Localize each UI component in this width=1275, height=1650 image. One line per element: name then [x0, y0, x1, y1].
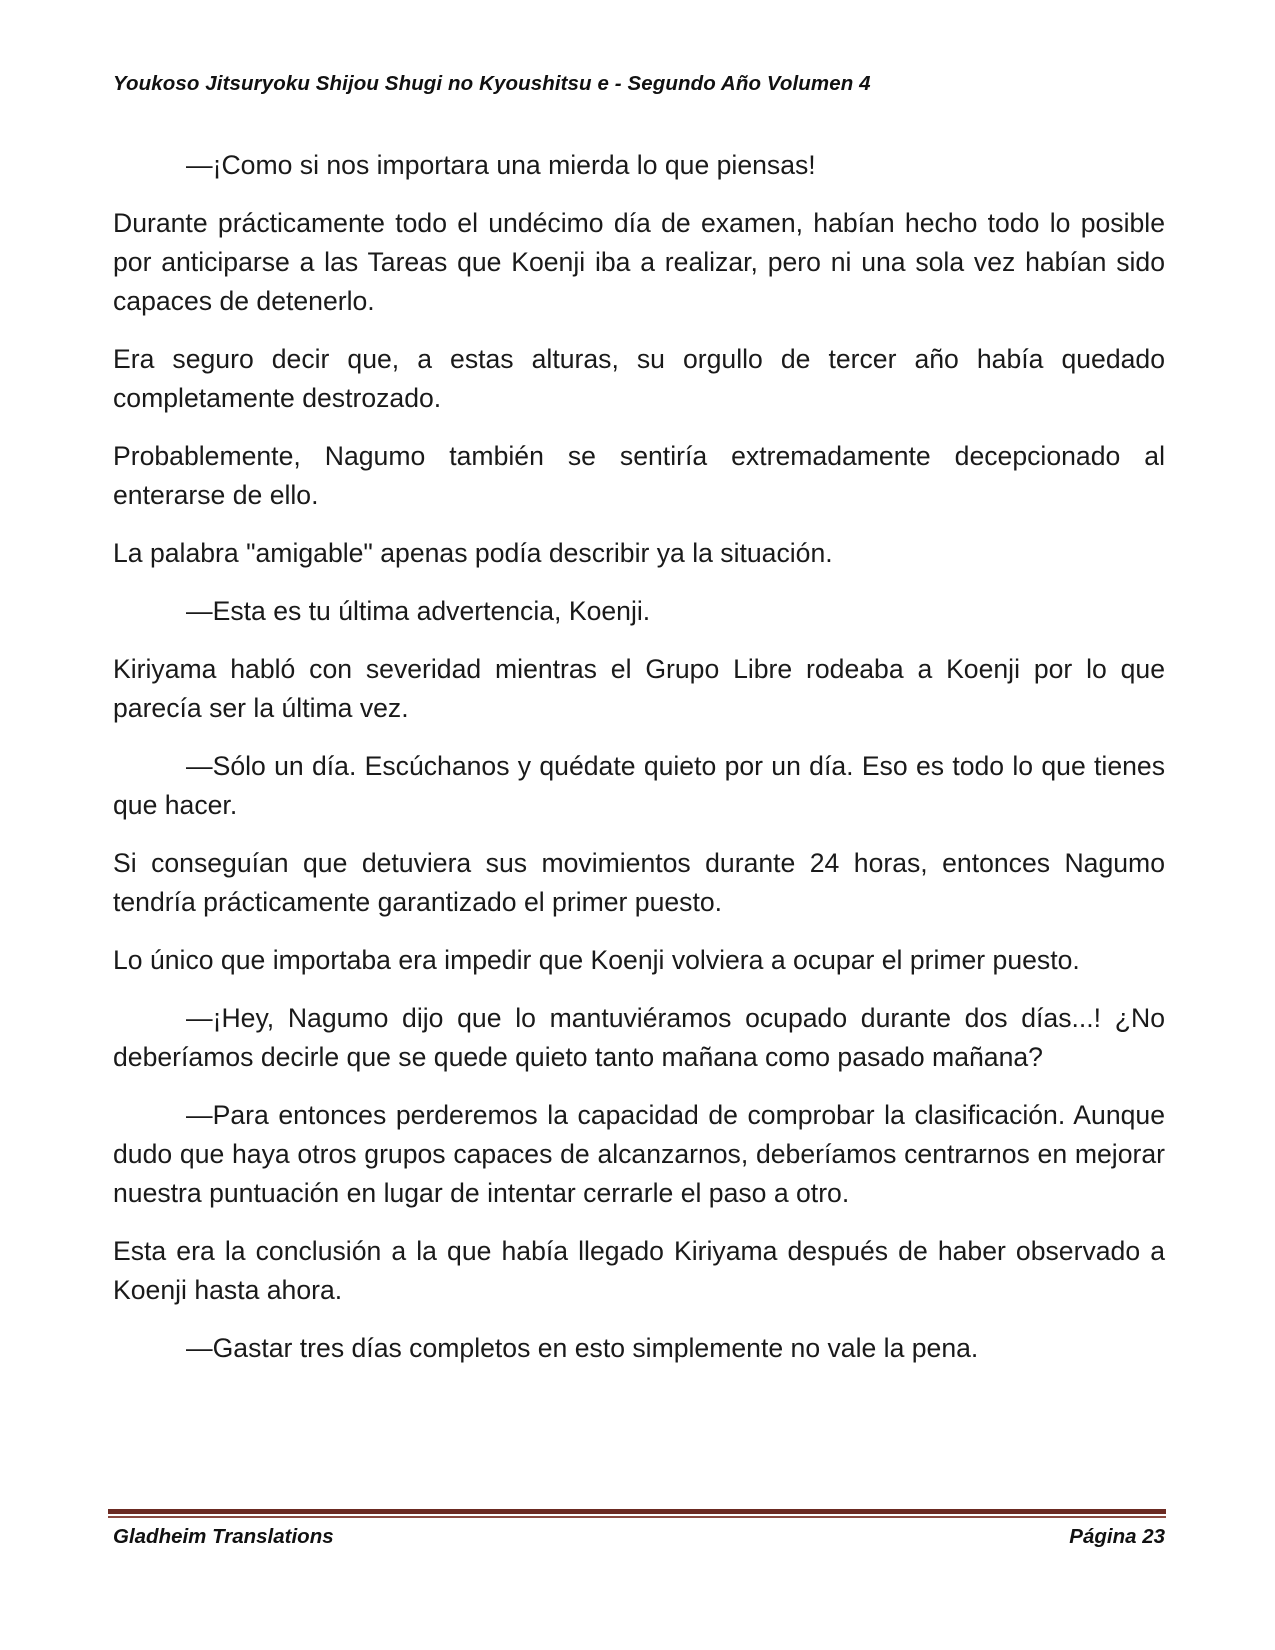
paragraph-dialogue: —¡Hey, Nagumo dijo que lo mantuviéramos ocupado durante dos días...! ¿No deberíamos decirle que se quede quieto tanto mañana como pasado mañana?: [113, 1003, 1165, 1072]
footer-page-number: Página 23: [1069, 1525, 1165, 1548]
paragraph-narration: Kiriyama habló con severidad mientras el Grupo Libre rodeaba a Koenji por lo que parecía ser la última vez.: [113, 654, 1165, 723]
body-text: [113, 146, 1165, 1387]
running-header: Youkoso Jitsuryoku Shijou Shugi no Kyoushitsu e - Segundo Año Volumen 4: [113, 72, 871, 95]
paragraph-narration: Si conseguían que detuviera sus movimientos durante 24 horas, entonces Nagumo tendría prácticamente garantizado el primer puesto.: [113, 848, 1165, 917]
paragraph-dialogue: —¡Como si nos importara una mierda lo que piensas!: [186, 150, 816, 180]
footer-publisher: Gladheim Translations: [113, 1525, 334, 1548]
paragraph-dialogue: —Esta es tu última advertencia, Koenji.: [186, 596, 651, 626]
paragraph-dialogue: —Gastar tres días completos en esto simplemente no vale la pena.: [186, 1333, 979, 1363]
footer-divider-thin: [108, 1516, 1166, 1518]
paragraph-narration: Probablemente, Nagumo también se sentiría extremadamente decepcionado al enterarse de ello.: [113, 441, 1165, 510]
footer-divider-thick: [108, 1509, 1166, 1514]
paragraph-narration: Lo único que importaba era impedir que Koenji volviera a ocupar el primer puesto.: [113, 945, 1080, 975]
paragraph-narration: Durante prácticamente todo el undécimo día de examen, habían hecho todo lo posible por anticiparse a las Tareas que Koenji iba a realizar, pero ni una sola vez habían sido capaces de detenerlo.: [113, 208, 1165, 316]
paragraph-dialogue: —Sólo un día. Escúchanos y quédate quieto por un día. Eso es todo lo que tienes que hacer.: [113, 751, 1165, 820]
paragraph-narration: Esta era la conclusión a la que había llegado Kiriyama después de haber observado a Koenji hasta ahora.: [113, 1236, 1165, 1305]
paragraph-narration: La palabra "amigable" apenas podía describir ya la situación.: [113, 538, 833, 568]
paragraph-narration: Era seguro decir que, a estas alturas, su orgullo de tercer año había quedado completamente destrozado.: [113, 344, 1165, 413]
paragraph-dialogue: —Para entonces perderemos la capacidad de comprobar la clasificación. Aunque dudo que haya otros grupos capaces de alcanzarnos, deberíamos centrarnos en mejorar nuestra puntuación en lugar de intentar cerrarle el paso a otro.: [113, 1100, 1165, 1208]
